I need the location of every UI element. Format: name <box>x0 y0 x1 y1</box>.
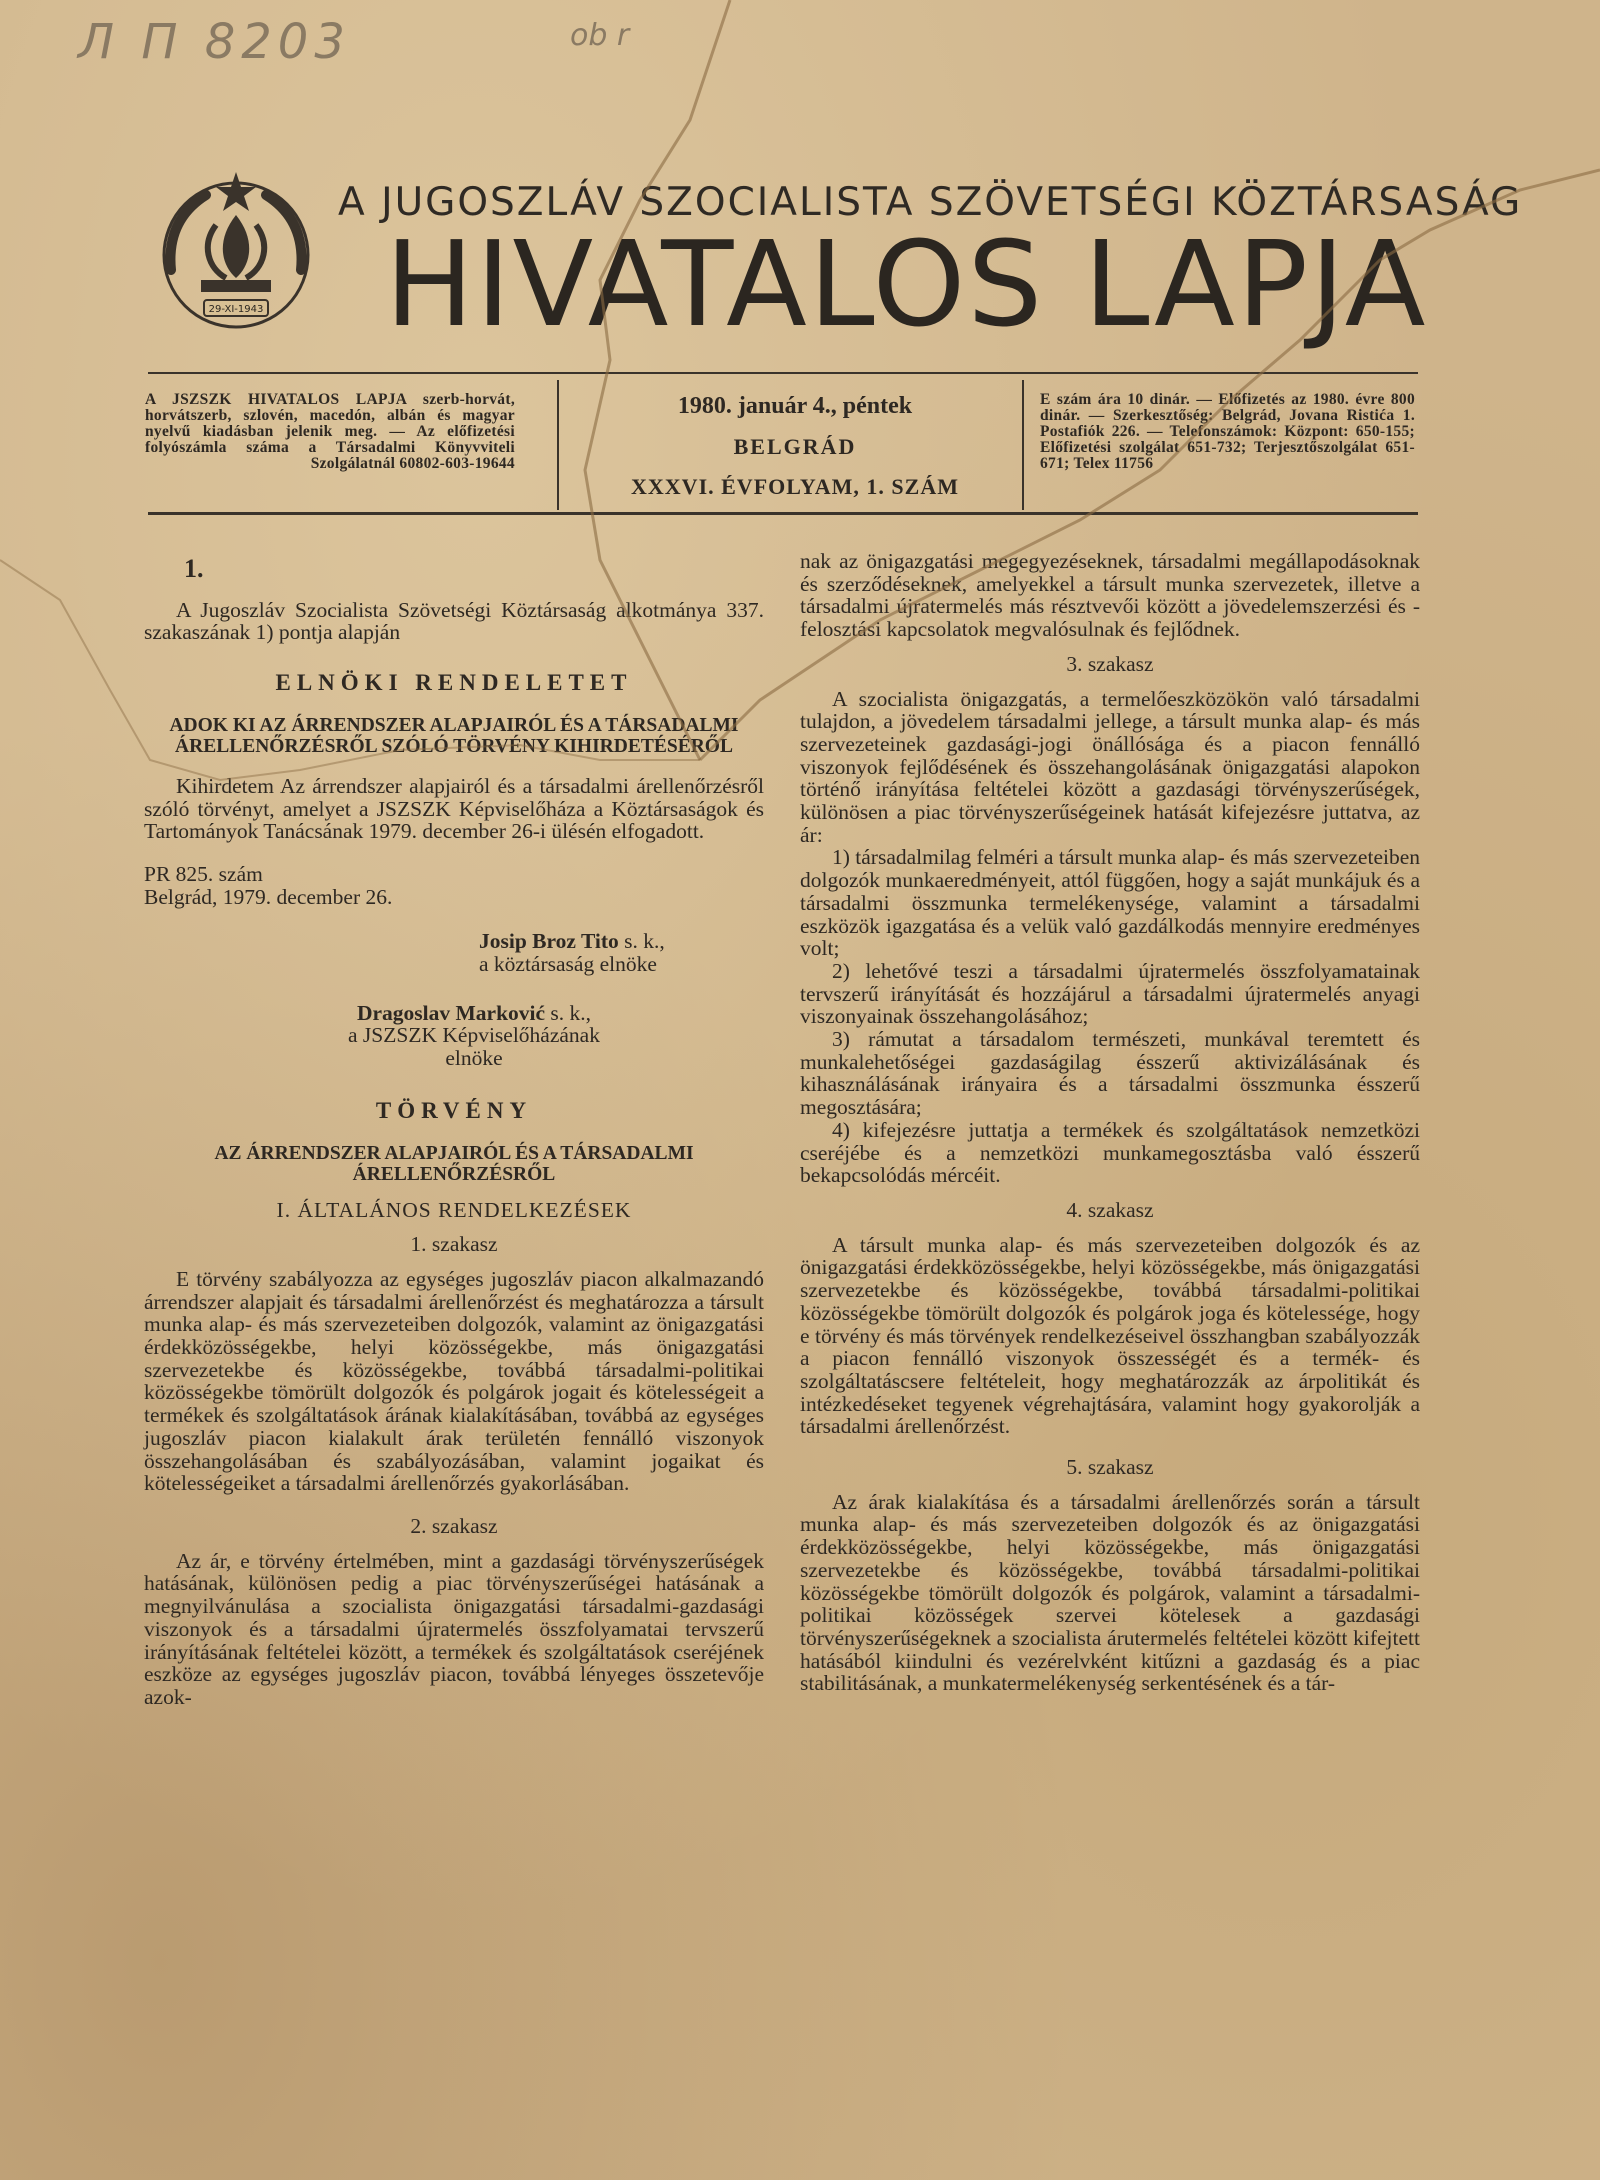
decree-intro: A Jugoszláv Szocialista Szövetségi Köztársaság alkotmánya 337. szakaszának 1) pontja alapján <box>144 597 764 645</box>
header-price-contact: E szám ára 10 dinár. — Előfizetés az 1980. évre 800 dinár. — Szerkesztőség: Belgrád, Jovana Ristića 1. Postafiók 226. — Telefonszámok: Központ: 650-155; Előfizetési szolgálat 651-732; Terjesztőszolgálat 651-671; Telex 11756 <box>1040 391 1415 472</box>
masthead-title: HIVATALOS LAPJA <box>385 215 1428 353</box>
signature-1-title: a köztársaság elnöke <box>479 952 657 977</box>
pr-number: PR 825. szám <box>144 861 263 886</box>
masthead-supertitle: A JUGOSZLÁV SZOCIALISTA SZÖVETSÉGI KÖZTÁRSASÁG <box>338 180 1523 225</box>
section-1-heading: 1. szakasz <box>410 1232 498 1257</box>
section-2-text: Az ár, e törvény értelmében, mint a gazdasági törvényszerűségek hatásának, különösen pedig a piac törvényszerűségei hatásának a megnyilvánulása a szocialista önigazgatási társadalmi-gazdasági viszonyok és a társadalmi újratermelés összfolyamatai tervszerű irányításának feltételei között, a termékek és szolgáltatások cseréjének eszköze az egységes jugoszláv piacon, továbbá lényeges összetevője azok- <box>144 1548 764 1709</box>
continued-text: nak az önigazgatási megegyezéseknek, társadalmi megállapodásoknak és szerződéseknek, amelyekkel a társult munka szervezetek, illetve a társadalmi újratermelés más résztvevői között a jövedelemszerzési és -felosztási kapcsolatok megvalósulnak és fejlődnek. <box>800 549 1420 642</box>
signature-1 <box>479 930 764 975</box>
left-column <box>144 552 764 1709</box>
section-3-text: A szocialista önigazgatás, a termelőeszközökön való társadalmi tulajdon, a jövedelem társadalmi jellege, a társult munka alap- és más szervezeteinek gazdasági-jogi önállósága és a piacon fennálló viszonyok fejlődésének és összehangolásának önigazgatási alapokon történő irányítása feltételei között a gazdasági törvényszerűségek, különösen a piac törvényszerűségeinek hatását kifejezésre juttatva, az ár: <box>800 686 1420 847</box>
masthead-rule <box>148 372 1418 374</box>
header-publication-info: A JSZSZK HIVATALOS LAPJA szerb-horvát, horvátszerb, szlovén, macedón, albán és magyar nyelvű kiadásban jelenik meg. — Az előfizetési folyószámla száma a Társadalmi Könyvviteli Szolgálatnál 60802-603-19644 <box>145 391 515 472</box>
signature-2-name: Dragoslav Marković <box>356 1000 546 1025</box>
signature-2-suffix: s. k., <box>550 1000 592 1025</box>
emblem-date: 29-XI-1943 <box>208 304 264 315</box>
signature-1-suffix: s. k., <box>624 929 665 954</box>
chapter-1-heading: I. ÁLTALÁNOS RENDELKEZÉSEK <box>276 1197 632 1222</box>
item-number: 1. <box>184 554 204 583</box>
section-3-item: 2) lehetővé teszi a társadalmi újratermelés összfolyamatainak tervszerű irányítását és hozzájárul a társadalmi újratermelés anyagi viszonyainak összehangolásához; <box>800 958 1420 1029</box>
issue-date: 1980. január 4., péntek <box>677 393 913 419</box>
section-3-heading: 3. szakasz <box>1066 651 1154 676</box>
signature-2-title: a JSZSZK Képviselőházának <box>348 1023 600 1048</box>
signature-2-title-2: elnöke <box>445 1046 503 1071</box>
decree-text: Kihirdetem Az árrendszer alapjairól és a társadalmi árellenőrzésről szóló törvényt, amelyet a JSZSZK Képviselőháza a Köztársaságok és Tartományok Tanácsának 1979. december 26-i ülésén elfogadott. <box>144 773 764 844</box>
law-heading: TÖRVÉNY <box>375 1097 533 1123</box>
header-divider-left <box>557 380 559 510</box>
issue-volume: XXXVI. ÉVFOLYAM, 1. SZÁM <box>631 474 959 499</box>
section-4-heading: 4. szakasz <box>1066 1197 1154 1222</box>
signature-1-name: Josip Broz Tito <box>479 929 619 954</box>
archive-handwritten-note: Л П 8203 <box>78 14 351 70</box>
section-3-item: 4) kifejezésre juttatja a termékek és szolgáltatások nemzetközi cseréjébe és a nemzetközi munkamegosztásba való ésszerű bekapcsolódás mércéit. <box>800 1117 1420 1188</box>
section-2-heading: 2. szakasz <box>410 1513 498 1538</box>
section-3-item: 1) társadalmilag felméri a társult munka alap- és más szervezeteiben dolgozók munkaeredményeit, attól függően, hogy a saját munkájuk és a társadalmi összmunka termelékenysége, valamint a társadalmi eszközök igazgatása és a velük való gazdálkodás mennyire eredményes volt; <box>800 845 1421 961</box>
state-emblem-icon <box>146 160 326 340</box>
decree-title: ADOK KI AZ ÁRRENDSZER ALAPJAIRÓL ÉS A TÁRSADALMI ÁRELLENŐRZÉSRŐL SZÓLÓ TÖRVÉNY KIHIRDETÉSÉRŐL <box>169 714 739 757</box>
archive-handwritten-note-2: ob r <box>570 18 630 53</box>
section-5-text: Az árak kialakítása és a társadalmi árellenőrzés során a társult munka alap- és más szervezeteiben dolgozók és az önigazgatási érdekközösségekbe, helyi közösségekbe, más önigazgatási szervezetekbe és közösségekbe, továbbá társadalmi-politikai közösségekbe tömörült dolgozók és polgárok, valamint a társadalmi-politikai közösségek szervei kötelesek a gazdasági törvényszerűségeknek a szocialista árutermelés feltételei között kifejtett hatásából kiindulni és vezérelvként kitűzni a gazdaság és a piac stabilitásának, a munkatermelékenység serkentésének és a tár- <box>800 1489 1420 1696</box>
right-column <box>800 550 1420 1695</box>
section-1-text: E törvény szabályozza az egységes jugoszláv piacon alkalmazandó árrendszer alapjait és társadalmi árellenőrzést és meghatározza a társult munka alap- és más szervezeteiben dolgozók, valamint az önigazgatási érdekközösségekbe, helyi közösségekbe, más önigazgatási szervezetekbe és közösségekbe, továbbá társadalmi-politikai közösségekbe tömörült dolgozók és polgárok jogait és kötelességeit a termékek és szolgáltatások árának kialakításában, továbbá az egységes jugoszláv piacon kialakult árak területén fennálló viszonyok összehangolásában és szabályozásában, valamint jogaikat és kötelességeiket a társadalmi árellenőrzés gyakorlásában. <box>144 1266 764 1496</box>
signature-2 <box>284 1002 664 1070</box>
law-title: AZ ÁRRENDSZER ALAPJAIRÓL ÉS A TÁRSADALMI ÁRELLENŐRZÉSRŐL <box>214 1142 694 1185</box>
header-issue-info <box>565 393 1025 500</box>
section-3-item: 3) rámutat a társadalom természeti, munkával teremtett és munkalehetőségei gazdaságilag ésszerű aktivizálásának és kihasználásának irányaira és a társadalmi összmunka ésszerű megosztására; <box>800 1027 1420 1120</box>
section-4-text: A társult munka alap- és más szervezeteiben dolgozók és az önigazgatási érdekközösségekbe, helyi közösségekbe, más önigazgatási szervezetekbe és közösségekbe, továbbá társadalmi-politikai közösségekbe tömörült dolgozók és polgárok joga és kötelessége, hogy e törvény és más törvények rendelkezéseivel összhangban szabályozzák a piacon fennálló viszonyok összességét és a termék- és szolgáltatáscsere feltételeit, hogy meghatározzák az árpolitikát és intézkedéseket tegyenek végrehajtására, valamint hogy gyakorolják a társadalmi árellenőrzést. <box>800 1232 1420 1439</box>
decree-heading: ELNÖKI RENDELETET <box>275 670 633 696</box>
place-date: Belgrád, 1979. december 26. <box>144 884 393 909</box>
section-5-heading: 5. szakasz <box>1066 1455 1154 1480</box>
issue-city: BELGRÁD <box>733 434 857 459</box>
header-bottom-rule <box>148 512 1418 515</box>
